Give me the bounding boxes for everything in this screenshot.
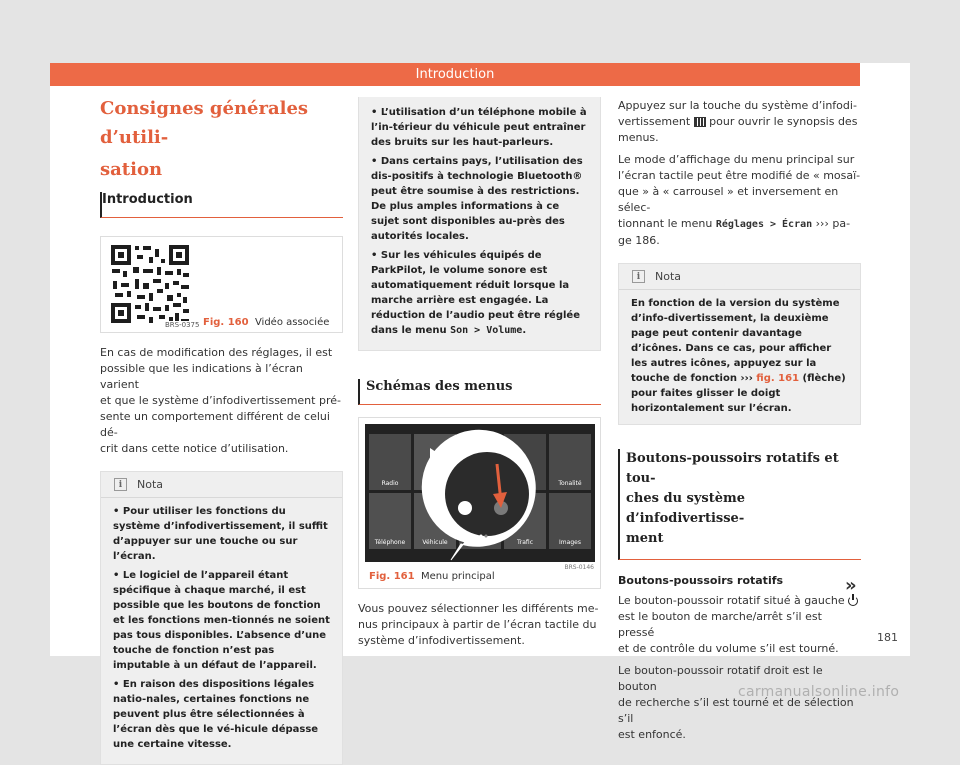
- section-title-line: ches du système d’infodivertisse-: [626, 491, 746, 526]
- para-line: Appuyez sur la touche du système d’infodi-: [618, 99, 857, 112]
- note-box-continued: [358, 97, 601, 351]
- note-item: • Pour utiliser les fonctions du système d’infodivertissement, il suffit d’appuyer sur une touche ou sur l’écran.: [113, 506, 328, 562]
- continue-mark: »: [845, 575, 857, 596]
- para-line: ge 186.: [618, 234, 660, 247]
- column-2: [358, 97, 601, 649]
- para-line: sente un comportement différent de celui dé-: [100, 410, 330, 439]
- intro-paragraph: [100, 345, 343, 457]
- info-icon: i: [632, 270, 645, 283]
- para-line: et de contrôle du volume s’il est tourné.: [618, 642, 839, 655]
- qr-code: [109, 243, 191, 325]
- menus-paragraph: [358, 601, 601, 649]
- note-text: (flèche) pour faites glisser le doigt horizontalement sur l’écran.: [631, 373, 846, 414]
- power-icon: [848, 596, 858, 606]
- chapter-title-line: Consignes générales d’utili-: [100, 98, 309, 148]
- section-title: Schémas des menus: [366, 379, 513, 394]
- para-line: de recherche s’il est tourné et de sélection s’il: [618, 696, 854, 725]
- section-title-block: [618, 449, 861, 560]
- section-title-line: Boutons-poussoirs rotatifs et tou-: [626, 451, 839, 486]
- menu-key-icon: [694, 117, 706, 127]
- tile-label: Trafic: [516, 539, 533, 546]
- para-text: Le bouton-poussoir rotatif situé à gauche: [618, 594, 845, 607]
- para-line: Le mode d’affichage du menu principal sur: [618, 153, 855, 166]
- figure-code: BRS-0375: [165, 321, 200, 329]
- figure-number: Fig. 161: [369, 571, 415, 582]
- column-3: [618, 98, 861, 743]
- subtitle-block: [100, 192, 343, 218]
- figure-161: [358, 417, 601, 589]
- para-line: menus.: [618, 131, 659, 144]
- para-line: En cas de modification des réglages, il est: [100, 346, 333, 359]
- note-header: [101, 472, 342, 498]
- para-line: l’écran tactile peut être modifié de « mosaï-: [618, 169, 861, 182]
- figure-code: BRS-0146: [564, 564, 594, 571]
- para-line: [618, 114, 861, 130]
- para-line: possible que les indications à l’écran varient: [100, 362, 303, 391]
- section-title: [626, 449, 861, 549]
- note-item: • En raison des dispositions légales natio-nales, certaines fonctions ne peuvent plus être sélectionnées à l’écran dès que le vé-hicule dépasse une certaine vitesse.: [113, 679, 319, 750]
- rotary-right-paragraph: [618, 663, 861, 743]
- para-line: et que le système d’infodivertissement pré-: [100, 394, 341, 407]
- para-line: Le bouton-poussoir rotatif droit est le bouton: [618, 664, 823, 693]
- note-body: [619, 290, 860, 424]
- note-title: Nota: [137, 478, 164, 491]
- cross-ref-arrows: ›››: [815, 217, 829, 230]
- page-number: 181: [877, 631, 898, 644]
- para-line: [618, 593, 861, 609]
- figure-reference-link[interactable]: fig. 161: [756, 373, 800, 384]
- note-item-text: L’utilisation d’un téléphone mobile à l’in-térieur du véhicule peut entraîner des bruits sur les haut-parleurs.: [371, 107, 587, 148]
- para-line: est enfoncé.: [618, 728, 686, 741]
- section-title-block: [358, 379, 601, 405]
- chapter-title-line: sation: [100, 159, 163, 180]
- figure-caption-text: Menu principal: [420, 571, 495, 582]
- tile-label: Téléphone: [374, 539, 406, 546]
- note-box: [618, 263, 861, 425]
- para-line: [618, 216, 861, 233]
- infotainment-screen: [365, 424, 595, 562]
- para-line: que » à « carrousel » et inversement en sélec-: [618, 185, 839, 214]
- figure-caption-text: Vidéo associée: [254, 317, 330, 328]
- para-text: pour ouvrir le synopsis des: [709, 115, 858, 128]
- figure-caption: [203, 317, 329, 328]
- section-title-line: ment: [626, 531, 664, 546]
- section-subtitle: Introduction: [102, 192, 193, 207]
- note-item: • Sur les véhicules équipés de ParkPilot, le volume sonore est automatiquement réduit lorsque la marche arrière est engagée. La réduction de l’audio peut être réglée dans le menu Son > Volume.: [371, 250, 580, 336]
- para-text: tionnant le menu: [618, 217, 713, 230]
- note-item-text: Pour utiliser les fonctions du système d’infodivertissement, il suffit d’appuyer sur une touche ou sur l’écran.: [113, 506, 328, 562]
- callout-bubble: [365, 424, 595, 562]
- figure-number: Fig. 160: [203, 317, 249, 328]
- tile-label: Tonalité: [558, 480, 582, 487]
- note-header: [619, 264, 860, 290]
- para-text: pa-: [832, 217, 851, 230]
- tile-label: Radio: [381, 480, 399, 487]
- info-icon: i: [114, 478, 127, 491]
- tile-label: Véhicule: [422, 539, 448, 546]
- note-item-text: Sur les véhicules équipés de ParkPilot, le volume sonore est automatiquement réduit lorsque la marche arrière est engagée. La réduction de l’audio peut être réglée dans le menu: [371, 250, 580, 336]
- note-item-text: En raison des dispositions légales natio-nales, certaines fonctions ne peuvent plus être sélectionnées à l’écran dès que le vé-hicule dépasse une certaine vitesse.: [113, 679, 319, 750]
- para-line: est le bouton de marche/arrêt s’il est pressé: [618, 610, 822, 639]
- para-line: système d’infodivertissement.: [358, 634, 525, 647]
- note-body: [359, 97, 600, 350]
- column-1: [100, 100, 343, 765]
- para-line: nus principaux à partir de l’écran tactile du: [358, 618, 597, 631]
- chapter-title: [100, 94, 343, 184]
- note-text: En fonction de la version du système d’info-divertissement, la deuxième page peut contenir davantage d’icônes. Dans ce cas, pour afficher les autres icônes, appuyez sur la touche de fonction ›››: [631, 298, 840, 384]
- para-line: Vous pouvez sélectionner les différents me-: [358, 602, 599, 615]
- para-text: vertissement: [618, 115, 691, 128]
- note-item-text: Le logiciel de l’appareil étant spécifique à chaque marché, il est possible que les boutons de fonction et les fonctions men-tionnés ne soient pas tous disponibles. L’absence d’une touche de fonction n’est pas imputable à un défaut de l’appareil.: [113, 570, 330, 671]
- subsection-title: Boutons-poussoirs rotatifs: [618, 574, 784, 587]
- watermark: carmanualsonline.info: [738, 684, 900, 700]
- note-body: [101, 498, 342, 764]
- note-item: • Dans certains pays, l’utilisation des dis-positifs à technologie Bluetooth® peut être soumise à des restrictions. De plus amples informations à ce sujet sont disponibles au-près des autorités locales.: [371, 156, 583, 242]
- display-paragraph: [618, 152, 861, 249]
- menu-path: Son > Volume: [450, 325, 523, 336]
- para-line: crit dans cette notice d’utilisation.: [100, 442, 289, 455]
- section-header-bar: Introduction: [50, 63, 860, 86]
- figure-160: [100, 236, 343, 333]
- note-item-text: Dans certains pays, l’utilisation des dis-positifs à technologie Bluetooth® peut être soumise à des restrictions. De plus amples informations à ce sujet sont disponibles au-près des autorités locales.: [371, 156, 583, 242]
- menu-paragraph: [618, 98, 861, 146]
- note-title: Nota: [655, 270, 682, 283]
- note-box: [100, 471, 343, 765]
- figure-caption: [369, 571, 495, 582]
- tile-label: Images: [559, 539, 581, 546]
- menu-path: Réglages > Écran: [715, 219, 813, 230]
- note-item: • Le logiciel de l’appareil étant spécifique à chaque marché, il est possible que les boutons de fonction et les fonctions men-tionnés ne soient pas tous disponibles. L’absence d’une touche de fonction n’est pas imputable à un défaut de l’appareil.: [113, 570, 330, 671]
- note-item: • L’utilisation d’un téléphone mobile à l’in-térieur du véhicule peut entraîner des bruits sur les haut-parleurs.: [371, 107, 587, 148]
- rotary-left-paragraph: [618, 593, 861, 657]
